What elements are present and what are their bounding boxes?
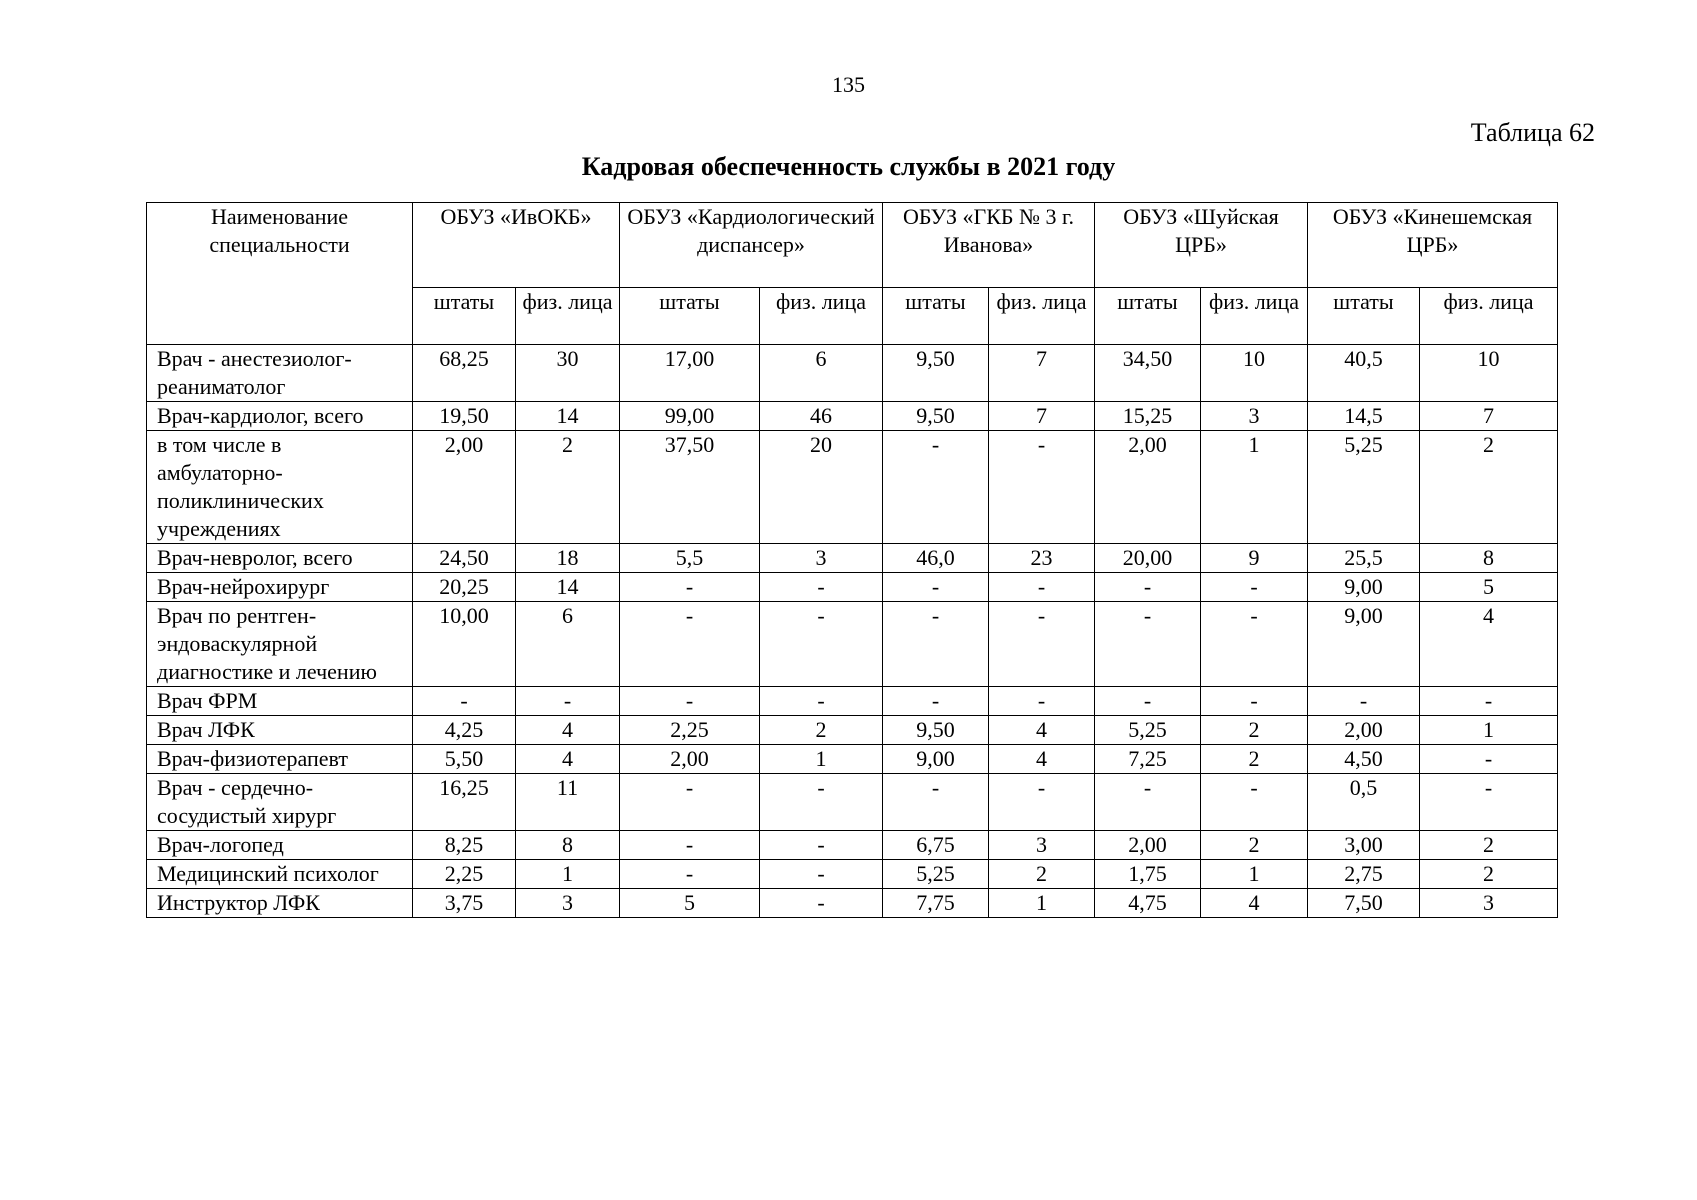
value-cell: 2 <box>516 431 620 544</box>
value-cell: - <box>989 687 1095 716</box>
value-cell: 15,25 <box>1095 402 1201 431</box>
value-cell: 2,00 <box>620 745 760 774</box>
value-cell: - <box>620 860 760 889</box>
value-cell: 9,50 <box>883 402 989 431</box>
org-header: ОБУЗ «Шуйская ЦРБ» <box>1095 203 1308 288</box>
value-cell: 2 <box>1420 860 1558 889</box>
value-cell: - <box>760 831 883 860</box>
value-cell: - <box>413 687 516 716</box>
specialty-cell: в том числе в амбулаторно-поликлинических учреждениях <box>147 431 413 544</box>
value-cell: - <box>1095 774 1201 831</box>
value-cell: - <box>620 573 760 602</box>
value-cell: 7 <box>989 402 1095 431</box>
value-cell: 14 <box>516 573 620 602</box>
value-cell: 3 <box>516 889 620 918</box>
value-cell: 1 <box>516 860 620 889</box>
table-row <box>147 716 1558 745</box>
value-cell: 20,25 <box>413 573 516 602</box>
table-row <box>147 431 1558 544</box>
value-cell: 2,25 <box>620 716 760 745</box>
value-cell: - <box>760 860 883 889</box>
table-title: Кадровая обеспеченность службы в 2021 году <box>581 152 1116 181</box>
table-row <box>147 860 1558 889</box>
value-cell: 3,00 <box>1308 831 1420 860</box>
value-cell: 8 <box>516 831 620 860</box>
table-row <box>147 602 1558 687</box>
value-cell: 4,50 <box>1308 745 1420 774</box>
value-cell: 20,00 <box>1095 544 1201 573</box>
sub-header: штаты <box>1308 288 1420 345</box>
value-cell: 9,50 <box>883 716 989 745</box>
value-cell: 2,00 <box>1308 716 1420 745</box>
value-cell: 6,75 <box>883 831 989 860</box>
table-row <box>147 345 1558 402</box>
value-cell: 3 <box>989 831 1095 860</box>
value-cell: 5,50 <box>413 745 516 774</box>
value-cell: 4 <box>516 716 620 745</box>
value-cell: 5 <box>1420 573 1558 602</box>
table-row <box>147 774 1558 831</box>
value-cell: - <box>883 774 989 831</box>
value-cell: 2 <box>989 860 1095 889</box>
value-cell: 24,50 <box>413 544 516 573</box>
sub-header: штаты <box>620 288 760 345</box>
value-cell: 2 <box>760 716 883 745</box>
value-cell: 5,25 <box>1095 716 1201 745</box>
value-cell: 8 <box>1420 544 1558 573</box>
specialty-cell: Врач по рентген-эндоваскулярной диагностике и лечению <box>147 602 413 687</box>
specialty-cell: Врач-нейрохирург <box>147 573 413 602</box>
table-row <box>147 687 1558 716</box>
table-row <box>147 402 1558 431</box>
value-cell: 4,75 <box>1095 889 1201 918</box>
value-cell: 99,00 <box>620 402 760 431</box>
table-row <box>147 889 1558 918</box>
value-cell: 4 <box>1420 602 1558 687</box>
value-cell: 37,50 <box>620 431 760 544</box>
value-cell: - <box>1095 687 1201 716</box>
value-cell: - <box>1420 687 1558 716</box>
value-cell: 10 <box>1420 345 1558 402</box>
specialty-cell: Врач ЛФК <box>147 716 413 745</box>
sub-header: физ. лица <box>516 288 620 345</box>
specialty-cell: Врач-физиотерапевт <box>147 745 413 774</box>
value-cell: - <box>1420 745 1558 774</box>
value-cell: - <box>989 573 1095 602</box>
value-cell: 2 <box>1420 431 1558 544</box>
value-cell: 2,75 <box>1308 860 1420 889</box>
value-cell: 68,25 <box>413 345 516 402</box>
value-cell: 34,50 <box>1095 345 1201 402</box>
value-cell: - <box>760 573 883 602</box>
value-cell: - <box>883 573 989 602</box>
value-cell: 7,50 <box>1308 889 1420 918</box>
value-cell: 1 <box>989 889 1095 918</box>
value-cell: - <box>1095 573 1201 602</box>
value-cell: 5,5 <box>620 544 760 573</box>
value-cell: 1,75 <box>1095 860 1201 889</box>
value-cell: - <box>989 602 1095 687</box>
value-cell: - <box>1201 774 1308 831</box>
table-label: Таблица 62 <box>1470 118 1595 147</box>
table-row <box>147 745 1558 774</box>
value-cell: 5,25 <box>883 860 989 889</box>
value-cell: - <box>760 889 883 918</box>
value-cell: 8,25 <box>413 831 516 860</box>
sub-header: физ. лица <box>989 288 1095 345</box>
value-cell: - <box>883 687 989 716</box>
value-cell: - <box>1420 774 1558 831</box>
value-cell: 4 <box>989 745 1095 774</box>
value-cell: 4 <box>989 716 1095 745</box>
table-row <box>147 831 1558 860</box>
specialty-cell: Врач - анестезиолог-реаниматолог <box>147 345 413 402</box>
value-cell: 9,00 <box>1308 602 1420 687</box>
value-cell: - <box>1201 602 1308 687</box>
value-cell: 3 <box>1420 889 1558 918</box>
value-cell: 9,00 <box>883 745 989 774</box>
value-cell: 6 <box>760 345 883 402</box>
value-cell: 2,00 <box>413 431 516 544</box>
value-cell: 7,25 <box>1095 745 1201 774</box>
specialty-cell: Врач-логопед <box>147 831 413 860</box>
value-cell: 9,00 <box>1308 573 1420 602</box>
value-cell: 17,00 <box>620 345 760 402</box>
value-cell: 7,75 <box>883 889 989 918</box>
value-cell: 2,00 <box>1095 831 1201 860</box>
specialty-cell: Врач-кардиолог, всего <box>147 402 413 431</box>
value-cell: 7 <box>989 345 1095 402</box>
value-cell: 2,00 <box>1095 431 1201 544</box>
value-cell: 25,5 <box>1308 544 1420 573</box>
value-cell: - <box>620 687 760 716</box>
value-cell: 1 <box>1420 716 1558 745</box>
value-cell: 46 <box>760 402 883 431</box>
value-cell: - <box>620 774 760 831</box>
org-header-row <box>147 203 1558 288</box>
value-cell: - <box>883 602 989 687</box>
sub-header: физ. лица <box>760 288 883 345</box>
table-row <box>147 573 1558 602</box>
value-cell: 18 <box>516 544 620 573</box>
sub-header: штаты <box>1095 288 1201 345</box>
value-cell: 3 <box>1201 402 1308 431</box>
sub-header: штаты <box>413 288 516 345</box>
value-cell: 30 <box>516 345 620 402</box>
value-cell: 11 <box>516 774 620 831</box>
org-header: ОБУЗ «ГКБ № 3 г. Иванова» <box>883 203 1095 288</box>
org-header: ОБУЗ «ИвОКБ» <box>413 203 620 288</box>
value-cell: 4 <box>1201 889 1308 918</box>
value-cell: 16,25 <box>413 774 516 831</box>
specialty-cell: Врач - сердечно-сосудистый хирург <box>147 774 413 831</box>
value-cell: - <box>620 831 760 860</box>
table-body <box>147 203 1558 918</box>
specialty-cell: Медицинский психолог <box>147 860 413 889</box>
value-cell: 20 <box>760 431 883 544</box>
value-cell: 0,5 <box>1308 774 1420 831</box>
org-header: ОБУЗ «Кинешемская ЦРБ» <box>1308 203 1558 288</box>
staffing-table <box>146 202 1558 918</box>
specialty-cell: Инструктор ЛФК <box>147 889 413 918</box>
value-cell: 2 <box>1201 831 1308 860</box>
value-cell: 10 <box>1201 345 1308 402</box>
value-cell: 5 <box>620 889 760 918</box>
value-cell: 5,25 <box>1308 431 1420 544</box>
specialty-header: Наименование специальности <box>147 203 413 345</box>
specialty-cell: Врач-невролог, всего <box>147 544 413 573</box>
value-cell: - <box>989 774 1095 831</box>
value-cell: 2,25 <box>413 860 516 889</box>
specialty-cell: Врач ФРМ <box>147 687 413 716</box>
value-cell: - <box>1201 687 1308 716</box>
value-cell: - <box>883 431 989 544</box>
value-cell: - <box>989 431 1095 544</box>
value-cell: 46,0 <box>883 544 989 573</box>
value-cell: - <box>760 602 883 687</box>
value-cell: 2 <box>1201 745 1308 774</box>
sub-header: физ. лица <box>1420 288 1558 345</box>
value-cell: - <box>760 774 883 831</box>
sub-header: штаты <box>883 288 989 345</box>
value-cell: - <box>760 687 883 716</box>
value-cell: 14 <box>516 402 620 431</box>
value-cell: 2 <box>1201 716 1308 745</box>
org-header: ОБУЗ «Кардиологический диспансер» <box>620 203 883 288</box>
value-cell: 14,5 <box>1308 402 1420 431</box>
value-cell: 4,25 <box>413 716 516 745</box>
value-cell: - <box>1095 602 1201 687</box>
value-cell: 3,75 <box>413 889 516 918</box>
value-cell: 1 <box>760 745 883 774</box>
value-cell: 3 <box>760 544 883 573</box>
value-cell: 1 <box>1201 860 1308 889</box>
page-number: 135 <box>832 72 865 97</box>
value-cell: 7 <box>1420 402 1558 431</box>
value-cell: - <box>516 687 620 716</box>
sub-header: физ. лица <box>1201 288 1308 345</box>
value-cell: 40,5 <box>1308 345 1420 402</box>
value-cell: - <box>620 602 760 687</box>
value-cell: 6 <box>516 602 620 687</box>
value-cell: - <box>1308 687 1420 716</box>
value-cell: 2 <box>1420 831 1558 860</box>
value-cell: 1 <box>1201 431 1308 544</box>
table-row <box>147 544 1558 573</box>
value-cell: 9,50 <box>883 345 989 402</box>
value-cell: 19,50 <box>413 402 516 431</box>
value-cell: 4 <box>516 745 620 774</box>
value-cell: 10,00 <box>413 602 516 687</box>
value-cell: 9 <box>1201 544 1308 573</box>
value-cell: - <box>1201 573 1308 602</box>
value-cell: 23 <box>989 544 1095 573</box>
